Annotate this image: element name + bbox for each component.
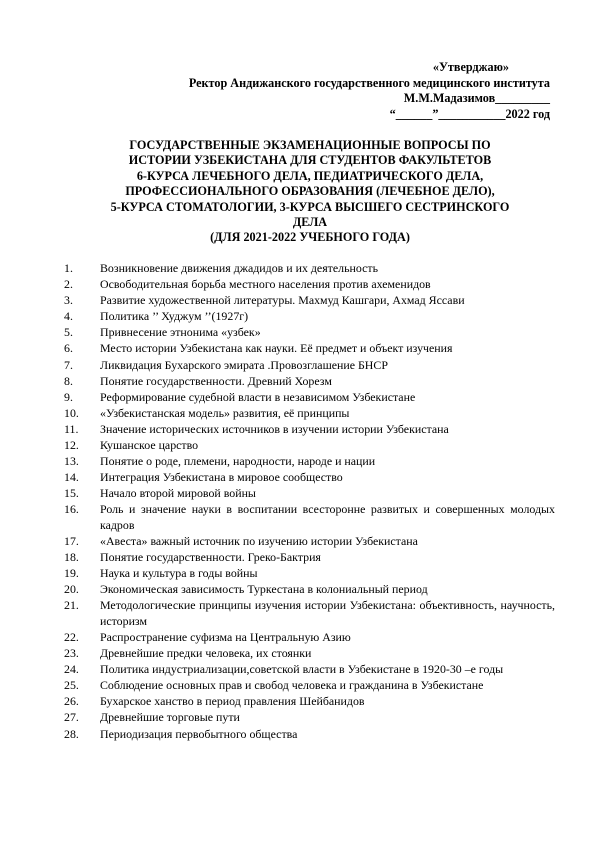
question-number: 25. (64, 678, 79, 693)
title-line: ИСТОРИИ УЗБЕКИСТАНА ДЛЯ СТУДЕНТОВ ФАКУЛЬТЕТОВ (128, 153, 492, 168)
list-item (64, 486, 555, 502)
rector-signature: М.М.Мадазимов_________ (403, 91, 550, 105)
list-item (64, 630, 555, 646)
list-item (64, 358, 555, 374)
question-text: Методологические принципы изучения истории Узбекистана: объективность, научность, историзм (100, 598, 555, 628)
question-text: Периодизация первобытного общества (100, 726, 298, 741)
list-item (64, 662, 555, 678)
question-number: 28. (64, 726, 79, 741)
question-number: 21. (64, 598, 79, 613)
question-number: 19. (64, 566, 79, 581)
question-number: 26. (64, 694, 79, 709)
question-text: Место истории Узбекистана как науки. Её предмет и объект изучения (100, 341, 453, 356)
list-item (64, 550, 555, 566)
question-list (64, 261, 555, 743)
list-item (64, 566, 555, 582)
list-item (64, 710, 555, 726)
question-text: Возникновение движения джадидов и их деятельность (100, 261, 379, 275)
approval-heading: «Утверджаю» (432, 60, 509, 74)
list-item (64, 261, 555, 277)
question-number: 18. (64, 550, 79, 565)
list-item (64, 727, 555, 743)
list-item (64, 598, 555, 629)
question-text: Привнесение этнонима «узбек» (100, 325, 261, 340)
question-number: 5. (64, 325, 73, 340)
question-number: 14. (64, 470, 79, 485)
rector-title: Ректор Андижанского государственного медицинского института (188, 75, 550, 90)
list-item (64, 534, 555, 550)
question-number: 6. (64, 341, 73, 356)
list-item (64, 694, 555, 710)
list-item (64, 341, 555, 357)
question-number: 13. (64, 454, 79, 469)
title-line: 6-КУРСА ЛЕЧЕБНОГО ДЕЛА, ПЕДИАТРИЧЕСКОГО ДЕЛА, (136, 168, 484, 183)
question-number: 16. (64, 502, 79, 517)
question-text: Политика индустриализации,советской власти в Узбекистане в 1920-30 –е годы (100, 662, 504, 677)
title-line: ГОСУДАРСТВЕННЫЕ ЭКЗАМЕНАЦИОННЫЕ ВОПРОСЫ ПО (129, 138, 491, 152)
question-text: Освободительная борьба местного населения против ахеменидов (100, 277, 431, 292)
question-number: 10. (64, 405, 79, 420)
question-text: Интеграция Узбекистана в мировое сообщество (100, 470, 343, 485)
list-item (64, 390, 555, 406)
question-text: Распространение суфизма на Центральную Азию (100, 629, 351, 644)
question-number: 27. (64, 710, 79, 725)
question-text: Наука и культура в годы войны (100, 566, 258, 581)
question-number: 1. (64, 261, 73, 275)
list-item (64, 454, 555, 470)
question-text: Понятие о роде, племени, народности, народе и нации (100, 454, 376, 469)
list-item (64, 309, 555, 325)
question-text: Кушанское царство (100, 438, 199, 453)
question-number: 24. (64, 662, 79, 677)
question-text: Соблюдение основных прав и свобод человека и гражданина в Узбекистане (100, 678, 484, 693)
question-number: 7. (64, 357, 73, 372)
question-text: Понятие государственности. Древний Хорезм (100, 373, 332, 388)
question-number: 22. (64, 629, 79, 644)
question-number: 12. (64, 438, 79, 453)
question-text: Древнейшие предки человека, их стоянки (100, 646, 312, 661)
approval-date: “______”___________2022 год (389, 106, 550, 121)
question-number: 4. (64, 309, 73, 324)
list-item (64, 277, 555, 293)
list-item (64, 678, 555, 694)
question-text: Экономическая зависимость Туркестана в колониальный период (100, 582, 428, 597)
list-item (64, 470, 555, 486)
question-number: 17. (64, 534, 79, 548)
question-text: Развитие художественной литературы. Махмуд Кашгари, Ахмад Яссави (100, 293, 465, 308)
document-title (64, 138, 556, 246)
question-text: Понятие государственности. Греко-Бактрия (100, 550, 321, 565)
question-text: Начало второй мировой войны (100, 486, 256, 501)
title-line: 5-КУРСА СТОМАТОЛОГИИ, 3-КУРСА ВЫСШЕГО СЕСТРИНСКОГО (110, 199, 510, 214)
question-text: Древнейшие торговые пути (100, 710, 240, 725)
question-text: «Узбекистанская модель» развития, её принципы (100, 405, 350, 420)
question-number: 20. (64, 582, 79, 597)
question-text: Бухарское ханство в период правления Шейбанидов (100, 694, 365, 709)
list-item (64, 293, 555, 309)
approval-block (90, 60, 550, 122)
title-line: ПРОФЕССИОНАЛЬНОГО ОБРАЗОВАНИЯ (ЛЕЧЕБНОЕ ДЕЛО), (125, 184, 495, 199)
question-number: 23. (64, 646, 79, 661)
title-line: (ДЛЯ 2021-2022 УЧЕБНОГО ГОДА) (210, 230, 410, 245)
list-item (64, 422, 555, 438)
question-text: Политика ’’ Худжум ’’(1927г) (100, 309, 249, 324)
list-item (64, 582, 555, 598)
list-item (64, 646, 555, 662)
list-item (64, 438, 555, 454)
question-number: 9. (64, 389, 73, 404)
question-number: 2. (64, 277, 73, 292)
question-text: Роль и значение науки в воспитании всесторонне развитых и совершенных молодых кадров (100, 502, 555, 532)
question-number: 15. (64, 486, 79, 501)
list-item (64, 406, 555, 422)
list-item (64, 502, 555, 533)
question-number: 8. (64, 373, 73, 388)
list-item (64, 325, 555, 341)
list-item (64, 374, 555, 390)
question-number: 3. (64, 293, 73, 308)
question-text: «Авеста» важный источник по изучению истории Узбекистана (100, 534, 418, 548)
question-text: Реформирование судебной власти в независимом Узбекистане (100, 389, 416, 404)
title-line: ДЕЛА (292, 215, 328, 230)
question-text: Ликвидация Бухарского эмирата .Провозглашение БНСР (100, 357, 388, 372)
question-text: Значение исторических источников в изучении истории Узбекистана (100, 421, 449, 436)
question-number: 11. (64, 421, 79, 436)
